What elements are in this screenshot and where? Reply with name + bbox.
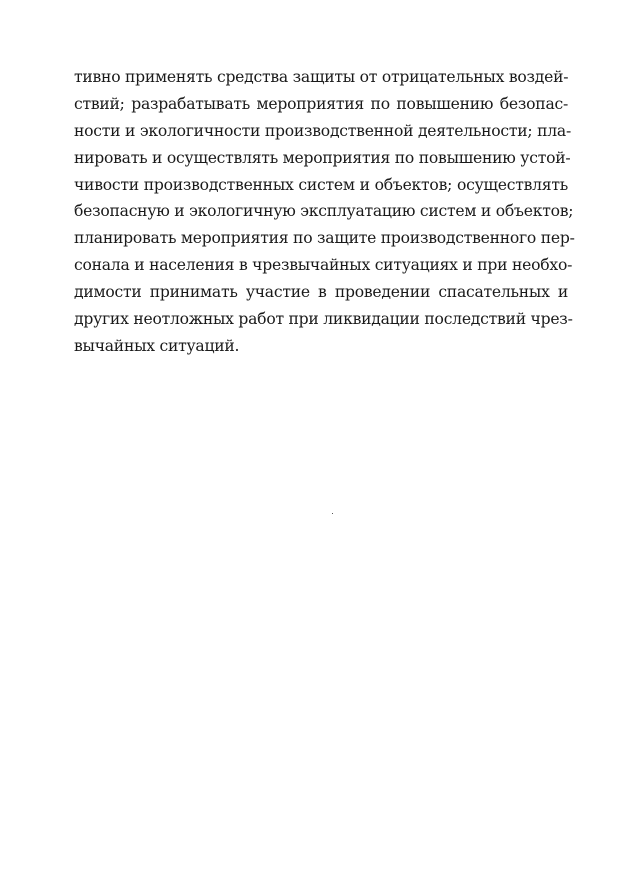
text-line: ности и экологичности производственной деятельности; пла- [74, 121, 571, 140]
text-line: других неотложных работ при ликвидации последствий чрез- [74, 310, 573, 329]
text-line: планировать мероприятия по защите производственного пер- [74, 229, 575, 248]
text-line: ствий; разрабатывать мероприятия по повышению безопас- [74, 94, 568, 113]
text-line: тивно применять средства защиты от отрицательных воздей- [74, 68, 569, 86]
text-line-last: вычайных ситуаций. [74, 336, 240, 355]
text-line: чивости производственных систем и объектов; осуществлять [74, 175, 568, 194]
text-line: димости принимать участие в проведении спасательных и [74, 283, 568, 302]
text-line: безопасную и экологичную эксплуатацию систем и объектов; [74, 202, 574, 221]
scan-speck [332, 513, 333, 514]
body-paragraph [74, 64, 575, 360]
text-line: сонала и населения в чрезвычайных ситуациях и при необхо- [74, 256, 573, 275]
text-line: нировать и осуществлять мероприятия по повышению устой- [74, 148, 571, 167]
